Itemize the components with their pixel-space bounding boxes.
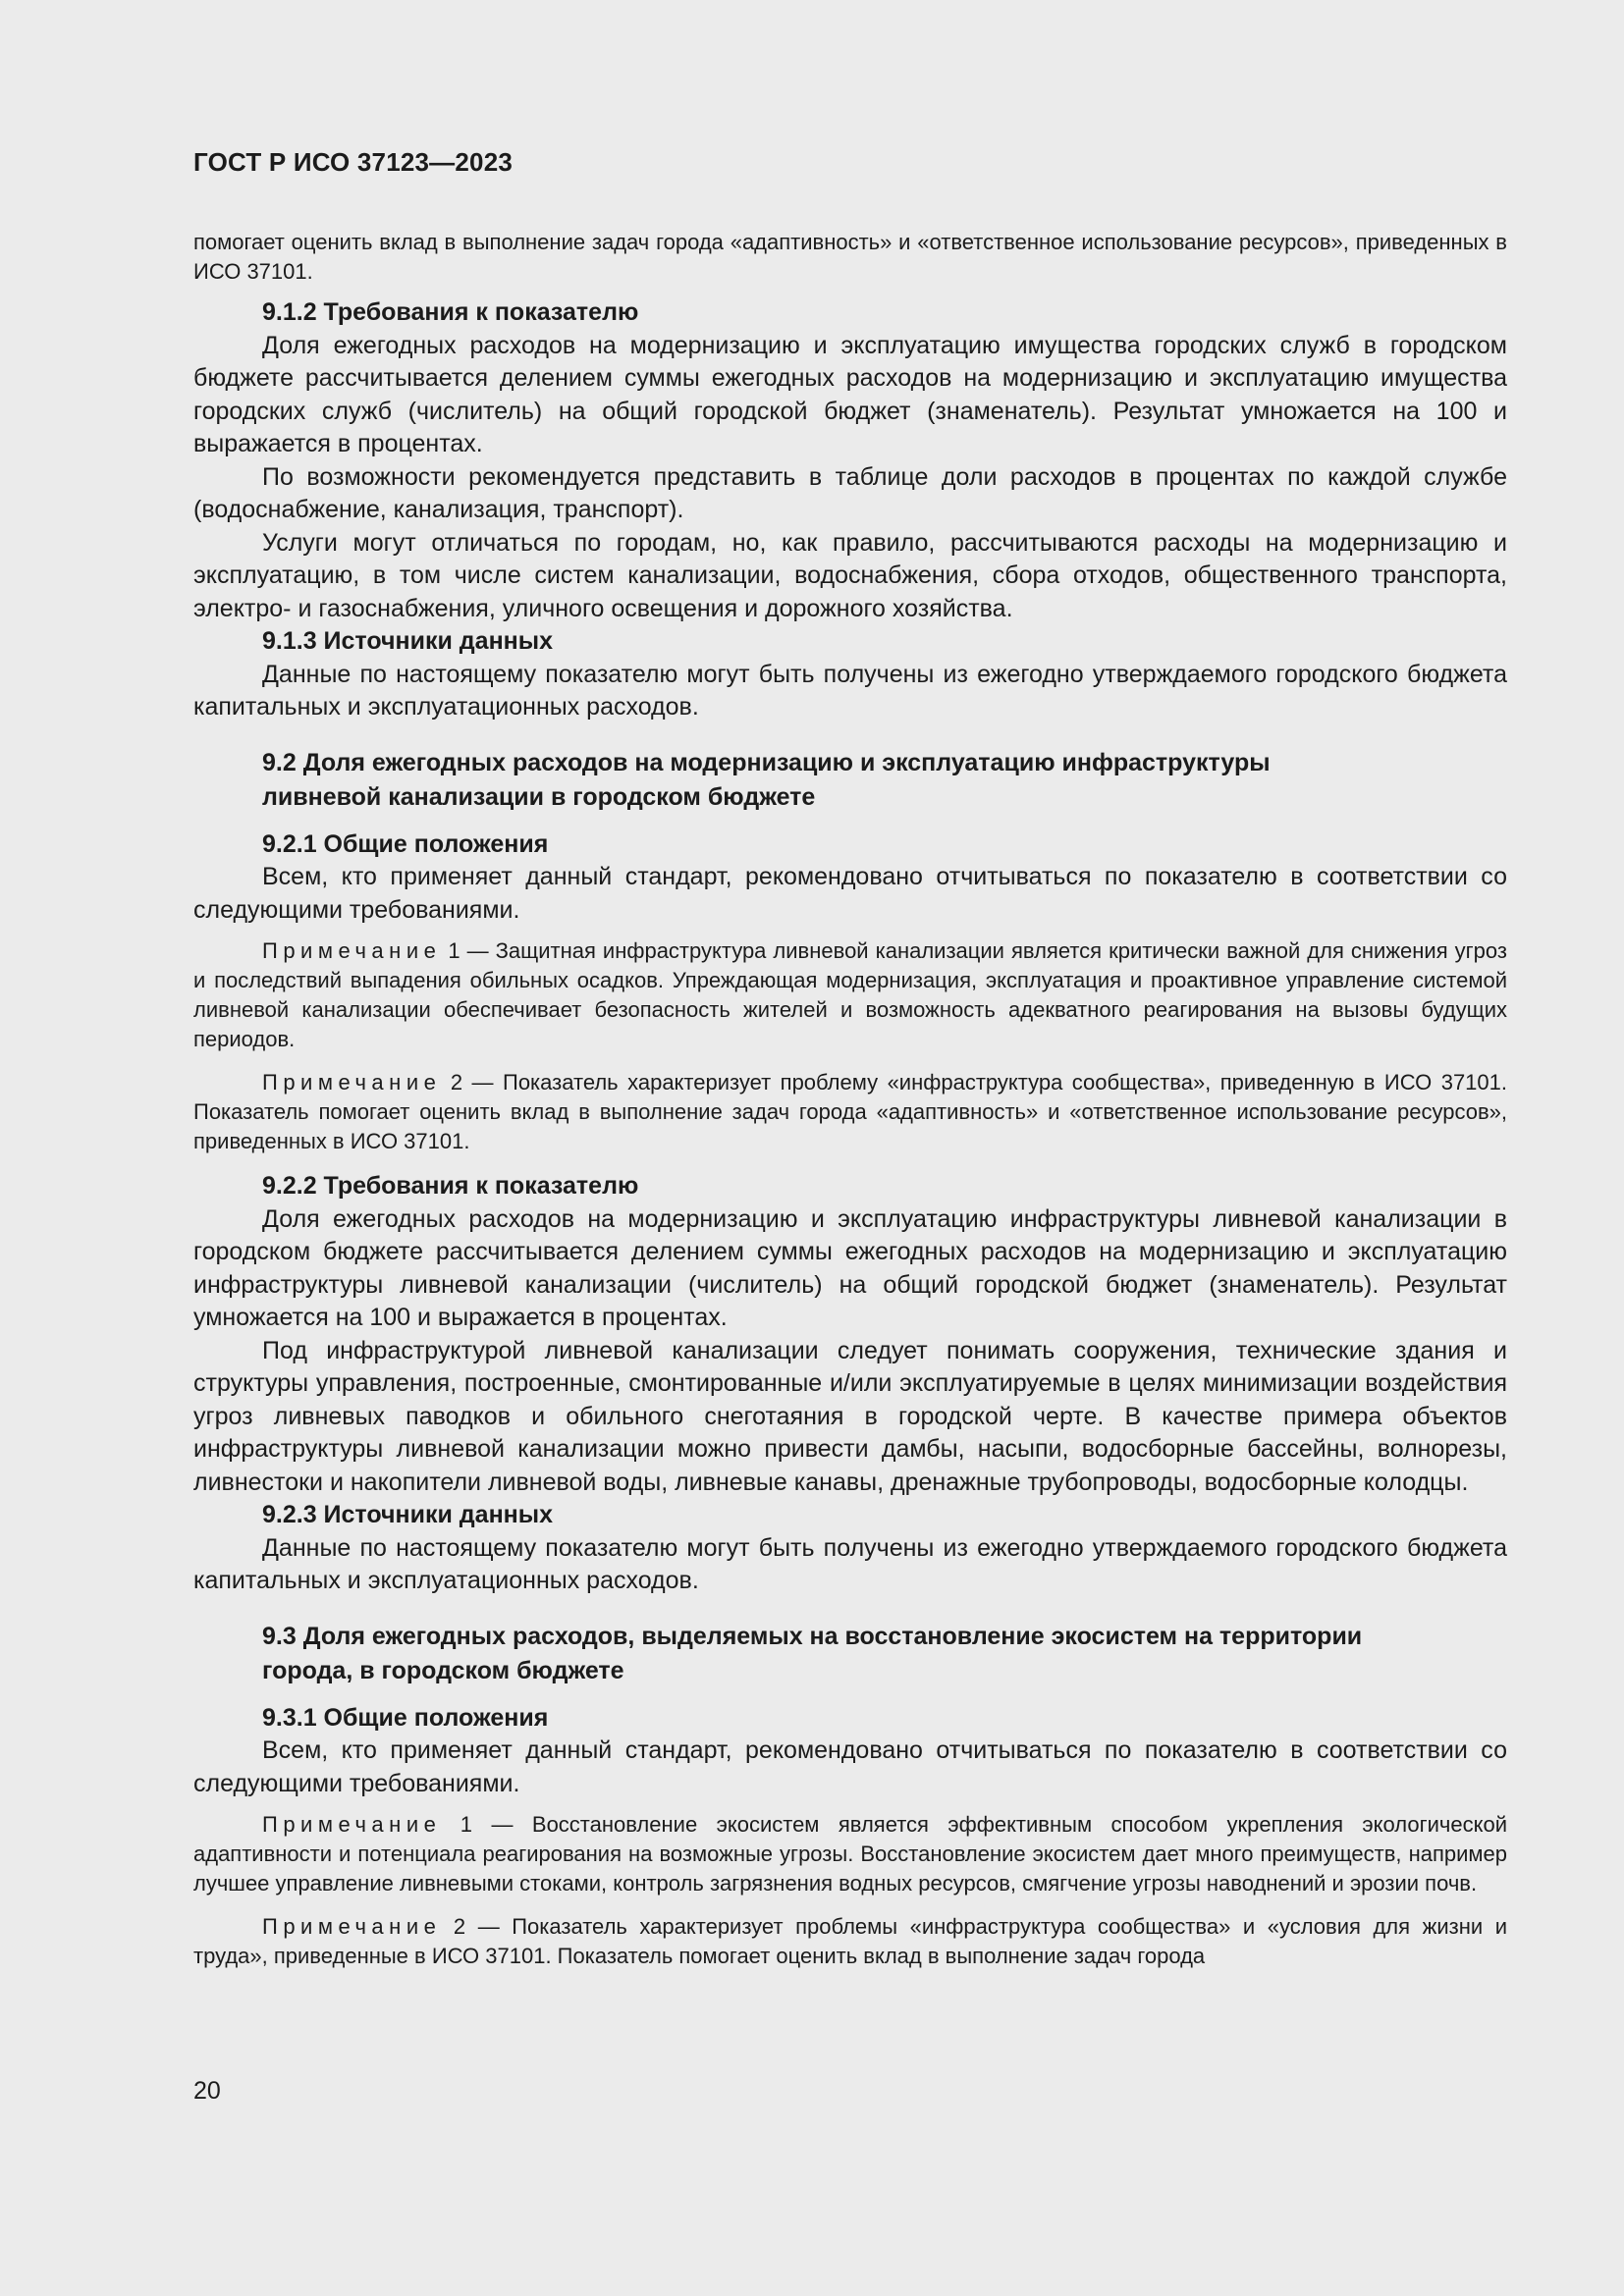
note-label: Примечание [262, 1914, 442, 1939]
note-label: Примечание [262, 1812, 442, 1837]
section-9-1-2-paragraph-3: Услуги могут отличаться по городам, но, как правило, рассчитываются расходы на модернизацию и эксплуатацию, в том числе систем канализации, водоснабжения, сбора отходов, общественного транспорта, электро- и газоснабжения, уличного освещения и дорожного хозяйства. [193, 528, 1507, 622]
note-text: 1 — Восстановление экосистем является эффективным способом укрепления экологической адаптивности и потенциала реагирования на возможные угрозы. Восстановление экосистем дает много преимуществ, например лучшее управление ливневыми стоками, контроль загрязнения водных ресурсов, смягчение угрозы наводнений и эрозии почв. [193, 1812, 1507, 1896]
section-9-2-1-paragraph-1: Всем, кто применяет данный стандарт, рекомендовано отчитываться по показателю в соответствии со следующими требованиями. [193, 863, 1507, 924]
section-9-2-1-note-2 [193, 1068, 1507, 1156]
section-9-1-2-paragraph-1: Доля ежегодных расходов на модернизацию и эксплуатацию имущества городских служб в городском бюджете рассчитывается делением суммы ежегодных расходов на модернизацию и эксплуатацию имущества городских служб (числитель) на общий городской бюджет (знаменатель). Результат умножается на 100 и выражается в процентах. [193, 331, 1507, 457]
section-9-3-title-line-1: 9.3 Доля ежегодных расходов, выделяемых на восстановление экосистем на территории [262, 1622, 1363, 1650]
note-label: Примечание [262, 1070, 442, 1095]
section-9-2-2-paragraph-1: Доля ежегодных расходов на модернизацию и эксплуатацию инфраструктуры ливневой канализации в городском бюджете рассчитывается делением суммы ежегодных расходов на модернизацию и эксплуатацию инфраструктуры ливневой канализации (числитель) на общий городской бюджет (знаменатель). Результат умножается на 100 и выражается в процентах. [193, 1204, 1507, 1331]
document-page [193, 0, 1507, 2296]
note-label: Примечание [262, 938, 442, 963]
section-9-2-3-paragraph-1: Данные по настоящему показателю могут быть получены из ежегодно утверждаемого городского бюджета капитальных и эксплуатационных расходов. [193, 1533, 1507, 1594]
section-9-3-1-paragraph-1: Всем, кто применяет данный стандарт, рекомендовано отчитываться по показателю в соответствии со следующими требованиями. [193, 1736, 1507, 1797]
continuation-paragraph: помогает оценить вклад в выполнение задач города «адаптивность» и «ответственное использование ресурсов», приведенных в ИСО 37101. [193, 230, 1507, 284]
note-text: 2 — Показатель характеризует проблемы «инфраструктура сообщества» и «условия для жизни и труда», приведенные в ИСО 37101. Показатель помогает оценить вклад в выполнение задач города [193, 1914, 1507, 1968]
section-9-2-title-line-1: 9.2 Доля ежегодных расходов на модернизацию и эксплуатацию инфраструктуры [262, 748, 1271, 776]
section-9-1-2-paragraph-2: По возможности рекомендуется представить в таблице доли расходов в процентах по каждой службе (водоснабжение, канализация, транспорт). [193, 462, 1507, 523]
document-header: ГОСТ Р ИСО 37123—2023 [193, 147, 514, 177]
section-9-1-3-title: 9.1.3 Источники данных [262, 627, 554, 655]
section-9-3-title [193, 1620, 1507, 1688]
section-9-1-3-paragraph-1: Данные по настоящему показателю могут быть получены из ежегодно утверждаемого городского бюджета капитальных и эксплуатационных расходов. [193, 660, 1507, 721]
section-9-3-1-title: 9.3.1 Общие положения [262, 1703, 549, 1732]
section-9-3-title-line-2: города, в городском бюджете [262, 1656, 624, 1684]
note-text: 2 — Показатель характеризует проблему «инфраструктура сообщества», приведенную в ИСО 37101. Показатель помогает оценить вклад в выполнение задач города «адаптивность» и «ответственное использование ресурсов», приведенных в ИСО 37101. [193, 1070, 1507, 1153]
document-body [193, 228, 1507, 1971]
section-9-2-3-title: 9.2.3 Источники данных [262, 1501, 554, 1528]
section-9-2-title-line-2: ливневой канализации в городском бюджете [262, 782, 816, 811]
section-9-2-title [193, 746, 1507, 815]
section-9-3-1-note-2 [193, 1912, 1507, 1971]
section-9-2-1-title: 9.2.1 Общие положения [262, 829, 549, 858]
section-9-1-2-title: 9.1.2 Требования к показателю [262, 298, 639, 326]
page-number: 20 [193, 2077, 221, 2105]
section-9-2-2-paragraph-2: Под инфраструктурой ливневой канализации следует понимать сооружения, технические здания и структуры управления, построенные, смонтированные и/или эксплуатируемые в целях минимизации воздействия угроз ливневых паводков и обильного снеготаяния в городской черте. В качестве примера объектов инфраструктуры ливневой канализации можно привести дамбы, насыпи, водосборные бассейны, волнорезы, ливнестоки и накопители ливневой воды, ливневые канавы, дренажные трубопроводы, водосборные колодцы. [193, 1336, 1507, 1496]
section-9-2-2-title: 9.2.2 Требования к показателю [262, 1172, 639, 1200]
note-text: 1 — Защитная инфраструктура ливневой канализации является критически важной для снижения угроз и последствий выпадения обильных осадков. Упреждающая модернизация, эксплуатация и проактивное управление системой ливневой канализации обеспечивает безопасность жителей и возможность адекватного реагирования на вызовы будущих периодов. [193, 938, 1507, 1051]
section-9-2-1-note-1 [193, 936, 1507, 1054]
section-9-3-1-note-1 [193, 1810, 1507, 1898]
